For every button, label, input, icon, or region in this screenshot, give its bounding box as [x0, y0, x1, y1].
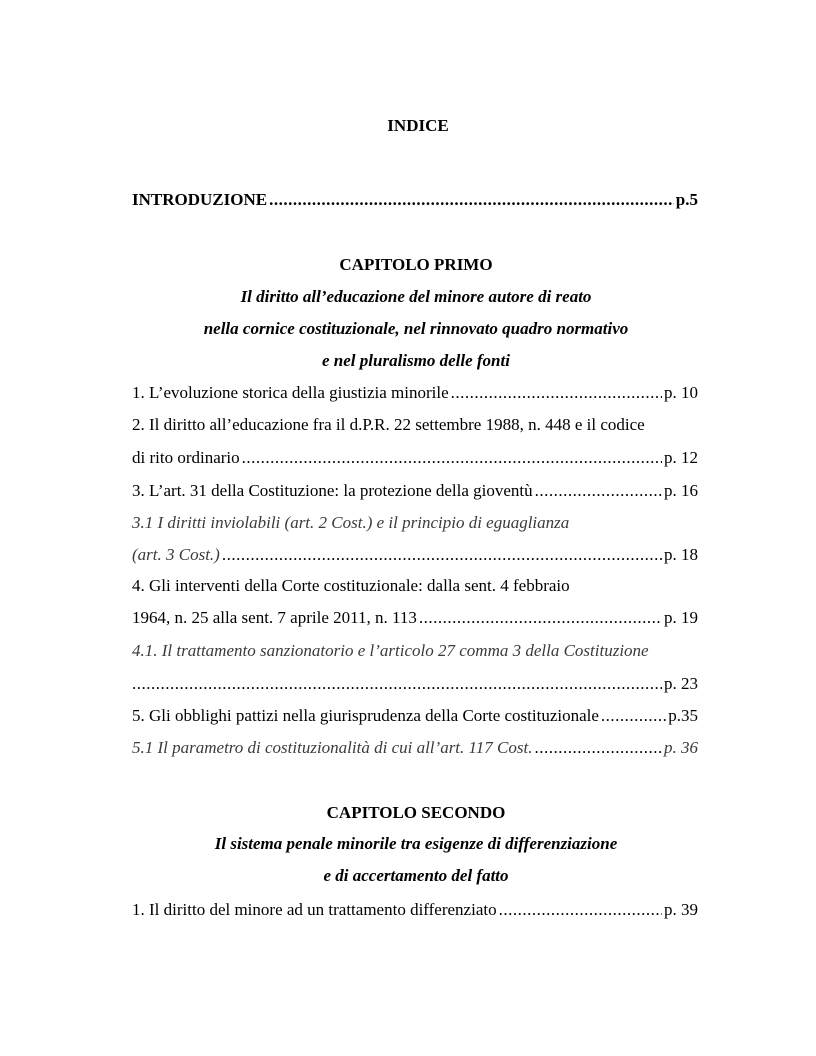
toc-entry-label: 1. Il diritto del minore ad un trattamento differenziato — [132, 900, 497, 919]
toc-entry-page: p. 23 — [664, 674, 698, 693]
toc-entry-page: p. 18 — [664, 545, 698, 564]
toc-entry-label: di rito ordinario — [132, 448, 240, 467]
toc-entry — [132, 900, 698, 920]
dot-leader — [601, 706, 666, 726]
toc-entry — [132, 481, 698, 501]
dot-leader — [534, 738, 662, 758]
dot-leader — [419, 608, 662, 628]
toc-entry-page: p. 36 — [664, 738, 698, 757]
chapter-subtitle-line: Il sistema penale minorile tra esigenze di differenziazione — [214, 834, 618, 853]
dot-leader — [132, 674, 662, 694]
toc-subentry: 4.1. Il trattamento sanzionatorio e l’articolo 27 comma 3 della Costituzione — [132, 641, 649, 660]
toc-entry-page: p. 39 — [664, 900, 698, 919]
toc-entry-page: p. 12 — [664, 448, 698, 467]
toc-subentry — [132, 545, 698, 565]
chapter-subtitle-line: e di accertamento del fatto — [323, 866, 509, 885]
chapter-subtitle-line: nella cornice costituzionale, nel rinnovato quadro normativo — [203, 319, 629, 338]
toc-entry — [132, 608, 698, 628]
toc-entry-introduction — [132, 190, 698, 210]
toc-entry — [132, 383, 698, 403]
toc-subentry — [132, 738, 698, 758]
toc-entry-label: (art. 3 Cost.) — [132, 545, 220, 564]
dot-leader — [499, 900, 662, 920]
dot-leader — [451, 383, 662, 403]
toc-entry-page: p.35 — [668, 706, 698, 725]
toc-entry-label: 5. Gli obblighi pattizi nella giurisprudenza della Corte costituzionale — [132, 706, 599, 725]
toc-entry-label: 3. L’art. 31 della Costituzione: la protezione della gioventù — [132, 481, 533, 500]
toc-subentry: 3.1 I diritti inviolabili (art. 2 Cost.) e il principio di eguaglianza — [132, 513, 570, 532]
toc-entry-label: INTRODUZIONE — [132, 190, 268, 209]
toc-entry: 2. Il diritto all’educazione fra il d.P.R. 22 settembre 1988, n. 448 e il codice — [132, 415, 645, 434]
toc-entry-page: p. 19 — [664, 608, 698, 627]
chapter-heading: CAPITOLO PRIMO — [339, 255, 493, 274]
page-title: INDICE — [387, 116, 449, 135]
toc-entry-label: 1. L’evoluzione storica della giustizia minorile — [132, 383, 449, 402]
toc-entry: 4. Gli interventi della Corte costituzionale: dalla sent. 4 febbraio — [132, 576, 570, 595]
chapter-subtitle-line: e nel pluralismo delle fonti — [322, 351, 510, 370]
dot-leader — [222, 545, 662, 565]
toc-entry — [132, 448, 698, 468]
toc-entry-page: p. 10 — [664, 383, 698, 402]
toc-entry-page: p. 16 — [664, 481, 698, 500]
toc-subentry — [132, 674, 698, 694]
toc-entry-label: 5.1 Il parametro di costituzionalità di cui all’art. 117 Cost. — [132, 738, 533, 757]
dot-leader — [269, 190, 674, 210]
toc-entry-page: p.5 — [675, 190, 698, 209]
dot-leader — [242, 448, 662, 468]
toc-entry-label: 1964, n. 25 alla sent. 7 aprile 2011, n. 113 — [132, 608, 417, 627]
chapter-heading: CAPITOLO SECONDO — [326, 803, 506, 822]
toc-entry — [132, 706, 698, 726]
dot-leader — [535, 481, 662, 501]
chapter-subtitle-line: Il diritto all’educazione del minore autore di reato — [240, 287, 592, 306]
